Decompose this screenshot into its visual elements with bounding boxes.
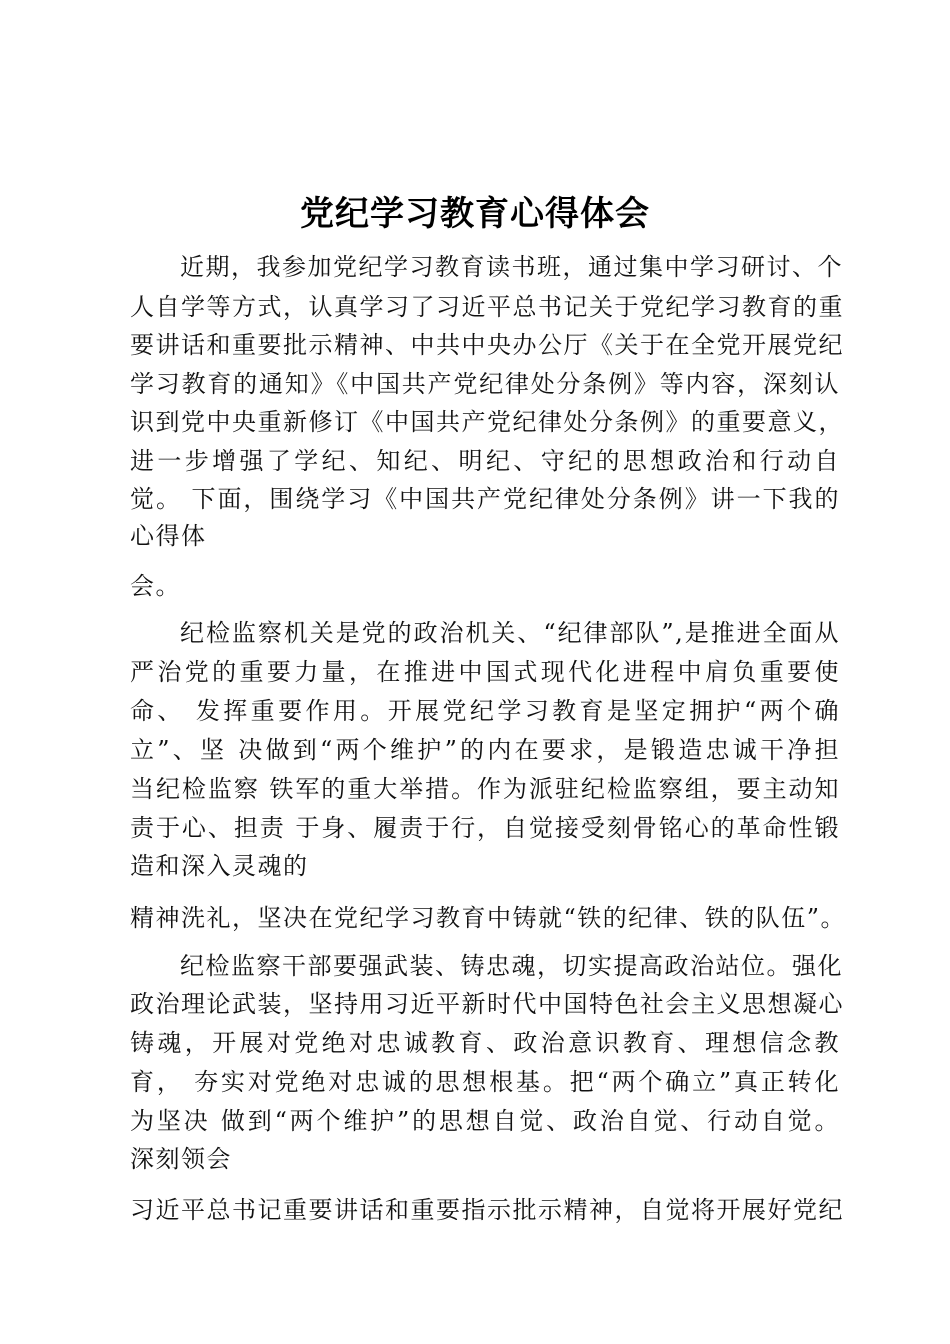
paragraph-line: 人自学等方式，认真学习了习近平总书记关于党纪学习教育的重 <box>130 293 844 321</box>
paragraph-line: 觉。 下面，围绕学习《中国共产党纪律处分条例》讲一下我的 <box>130 485 840 513</box>
paragraph-line: 为坚决 做到“两个维护”的思想自觉、政治自觉、行动自觉。 <box>130 1107 840 1135</box>
paragraph-line: 育， 夯实对党绝对忠诚的思想根基。把“两个确立”真正转化 <box>130 1068 840 1096</box>
paragraph-line: 严治党的重要力量，在推进中国式现代化进程中肩负重要使 <box>130 658 840 686</box>
paragraph-line: 会。 <box>130 572 181 600</box>
paragraph-line: 造和深入灵魂的 <box>130 852 309 880</box>
paragraph-line: 纪检监察干部要强武装、铸忠魂，切实提高政治站位。强化 <box>180 952 843 980</box>
paragraph-line: 责于心、担责 于身、履责于行，自觉接受刻骨铭心的革命性锻 <box>130 814 840 842</box>
document-title: 党纪学习教育心得体会 <box>300 194 650 234</box>
paragraph-line: 铸魂，开展对党绝对忠诚教育、政治意识教育、理想信念教 <box>130 1029 840 1057</box>
paragraph-line: 心得体 <box>130 522 207 550</box>
paragraph-line: 立”、坚 决做到“两个维护”的内在要求，是锻造忠诚干净担 <box>130 736 840 764</box>
paragraph-line: 政治理论武装，坚持用习近平新时代中国特色社会主义思想凝心 <box>130 990 844 1018</box>
paragraph-line: 识到党中央重新修订《中国共产党纪律处分条例》的重要意义， <box>130 408 844 436</box>
paragraph-line: 命、 发挥重要作用。开展党纪学习教育是坚定拥护“两个确 <box>130 697 840 725</box>
paragraph-line: 学习教育的通知》《中国共产党纪律处分条例》等内容，深刻认 <box>130 370 840 398</box>
paragraph-line: 深刻领会 <box>130 1145 232 1173</box>
paragraph-line: 习近平总书记重要讲话和重要指示批示精神，自觉将开展好党纪 <box>130 1196 844 1224</box>
paragraph-line: 当纪检监察 铁军的重大举措。作为派驻纪检监察组，要主动知 <box>130 775 840 803</box>
paragraph-line: 近期，我参加党纪学习教育读书班，通过集中学习研讨、个 <box>180 253 843 281</box>
paragraph-line: 要讲话和重要批示精神、中共中央办公厅《关于在全党开展党纪 <box>130 331 844 359</box>
paragraph-line: 进一步增强了学纪、知纪、明纪、守纪的思想政治和行动自 <box>130 447 840 475</box>
paragraph-line: 精神洗礼，坚决在党纪学习教育中铸就“铁的纪律、铁的队伍”。 <box>130 904 847 932</box>
paragraph-line: 纪检监察机关是党的政治机关、“纪律部队”,是推进全面从 <box>180 619 840 647</box>
